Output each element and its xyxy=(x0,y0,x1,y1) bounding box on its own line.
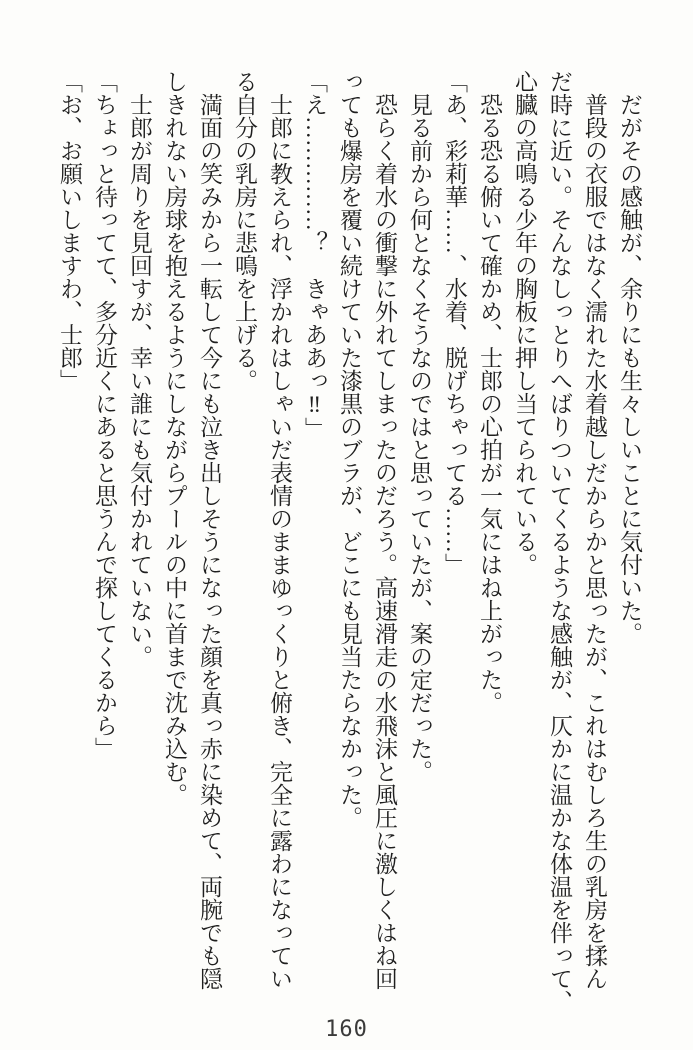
text-line: しきれない房球を抱えるようにしながらプールの中に首まで沈み込む。 xyxy=(162,70,187,806)
text-line: 恐る恐る俯いて確かめ、士郎の心拍が一気にはね上がった。 xyxy=(477,70,502,714)
text-line: 見る前から何となくそうなのではと思っていたが、案の定だった。 xyxy=(407,70,432,783)
page-number: 160 xyxy=(325,1017,368,1042)
text-line: 士郎が周りを見回すが、幸い誰にも気付かれていない。 xyxy=(127,70,152,668)
text-line: だがその感触が、余りにも生々しいことに気付いた。 xyxy=(617,70,642,645)
text-line: 普段の衣服ではなく濡れた水着越しだからかと思ったが、これはむしろ生の乳房を揉ん xyxy=(582,70,607,990)
text-line: だ時に近い。そんなしっとりへばりついてくるような感触が、仄かに温かな体温を伴って、 xyxy=(547,70,572,1013)
vertical-text-block xyxy=(52,70,647,1013)
text-line: 「え……………？ きゃああっ‼」 xyxy=(302,70,327,440)
text-line: 心臓の高鳴る少年の胸板に押し当てられている。 xyxy=(512,70,537,576)
text-line: 満面の笑みから一転して今にも泣き出しそうになった顔を真っ赤に染めて、両腕でも隠 xyxy=(197,70,222,990)
text-line: る自分の乳房に悲鳴を上げる。 xyxy=(232,70,257,392)
text-line: 「ちょっと待ってて、多分近くにあると思うんで探してくるから」 xyxy=(92,70,117,760)
text-line: っても爆房を覆い続けていた漆黒のブラが、どこにも見当たらなかった。 xyxy=(337,70,362,829)
text-line: 「あ、彩莉華……、水着、脱げちゃってる……」 xyxy=(442,70,467,576)
text-line: 「お、お願いしますわ、士郎」 xyxy=(57,70,82,392)
text-line: 士郎に教えられ、浮かれはしゃいだ表情のままゆっくりと俯き、完全に露わになってい xyxy=(267,70,292,990)
text-line: 恐らく着水の衝撃に外れてしまったのだろう。高速滑走の水飛沫と風圧に激しくはね回 xyxy=(372,70,397,990)
